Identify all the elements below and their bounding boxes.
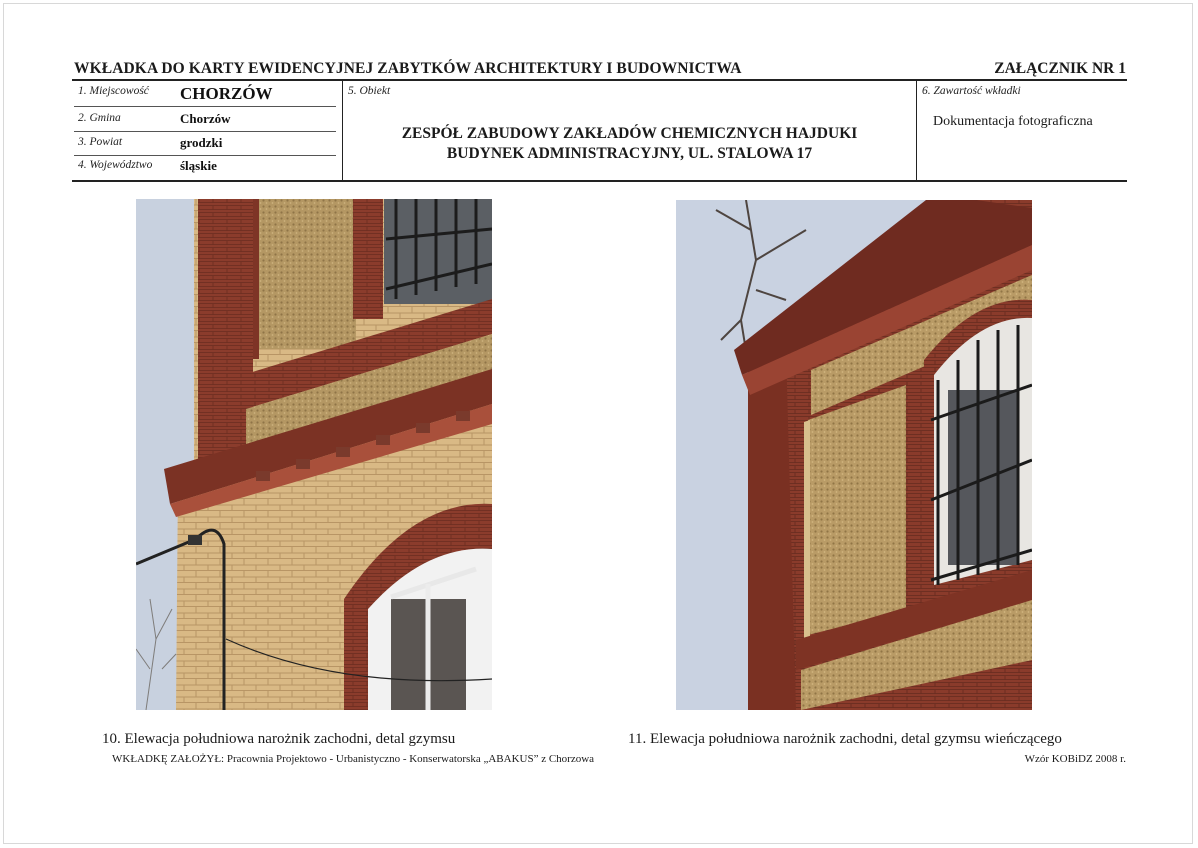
object-title (343, 124, 916, 164)
annex-number: ZAŁĄCZNIK NR 1 (994, 60, 1126, 77)
powiat-value: grodzki (180, 135, 223, 150)
row-divider (74, 155, 336, 156)
miejscowosc-label: 1. Miejscowość (78, 85, 149, 97)
header-bottom-rule (72, 180, 1127, 182)
document-title: WKŁADKA DO KARTY EWIDENCYJNEJ ZABYTKÓW ARCHITEKTURY I BUDOWNICTWA (74, 60, 742, 77)
gmina-value: Chorzów (180, 111, 231, 126)
object-title-line-1: ZESPÓŁ ZABUDOWY ZAKŁADÓW CHEMICZNYCH HAJDUKI (401, 125, 858, 142)
footer-template: Wzór KOBiDZ 2008 r. (1024, 753, 1126, 765)
photo-11-caption: 11. Elewacja południowa narożnik zachodni, detal gzymsu wieńczącego (628, 731, 1062, 747)
photo-11-crowning-cornice-detail (676, 200, 1032, 710)
photo-10-cornice-detail (136, 199, 492, 710)
photo-10-caption: 10. Elewacja południowa narożnik zachodni, detal gzymsu (102, 731, 456, 747)
powiat-label: 3. Powiat (78, 136, 123, 148)
wojewodztwo-value: śląskie (180, 158, 217, 173)
gmina-label: 2. Gmina (78, 112, 121, 124)
content-value: Dokumentacja fotograficzna (933, 114, 1093, 129)
miejscowosc-value: CHORZÓW (180, 84, 273, 103)
header-divider-right (916, 80, 917, 181)
object-title-line-2: BUDYNEK ADMINISTRACYJNY, UL. STALOWA 17 (446, 145, 813, 162)
header-top-rule (72, 79, 1127, 81)
row-divider (74, 131, 336, 132)
footer-author: WKŁADKĘ ZAŁOŻYŁ: Pracownia Projektowo - Urbanistyczno - Konserwatorska „ABAKUS” z Chorzowa (112, 753, 595, 765)
row-divider (74, 106, 336, 107)
object-label: 5. Obiekt (348, 85, 391, 97)
wojewodztwo-label: 4. Województwo (78, 159, 153, 171)
content-label: 6. Zawartość wkładki (922, 85, 1021, 97)
